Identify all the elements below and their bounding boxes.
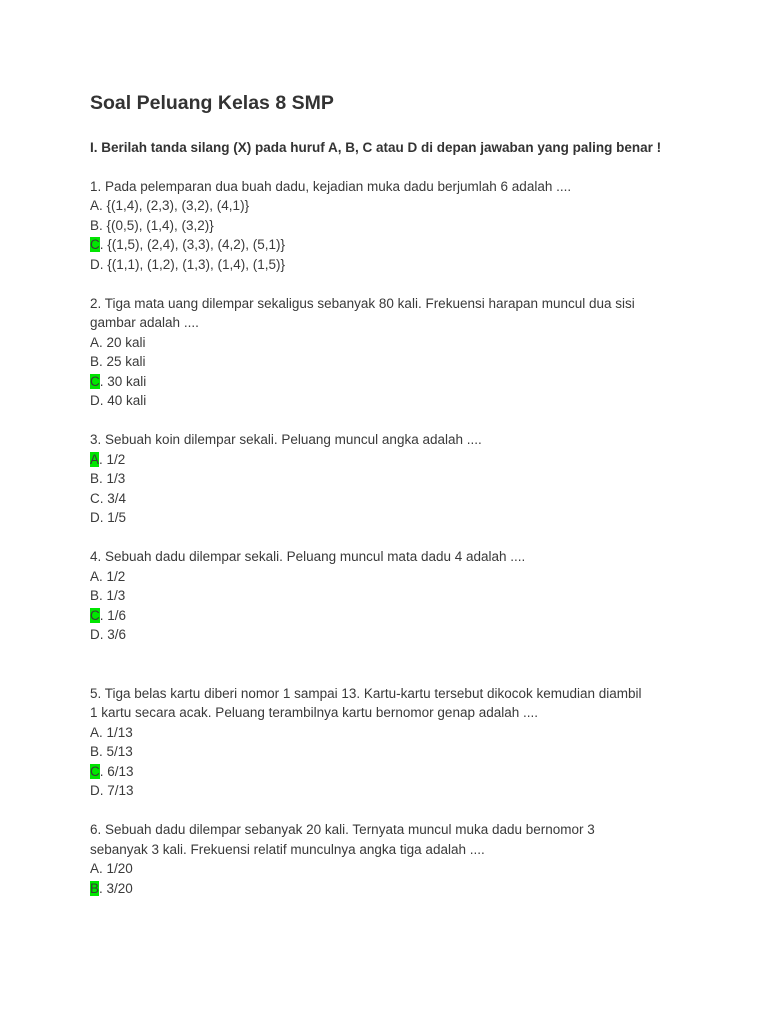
option-a bbox=[90, 859, 690, 879]
question-text: 4. Sebuah dadu dilempar sekali. Peluang muncul mata dadu 4 adalah .... bbox=[90, 549, 526, 564]
option-text: . 5/13 bbox=[99, 744, 133, 759]
option-letter: B bbox=[90, 471, 100, 486]
option-text: . {(1,1), (1,2), (1,3), (1,4), (1,5)} bbox=[99, 256, 286, 272]
answer-highlight-letter: C bbox=[90, 607, 100, 623]
option-text: . 7/13 bbox=[99, 783, 134, 798]
option-text: . 1/3 bbox=[99, 471, 126, 486]
option-d bbox=[90, 781, 690, 801]
question-3 bbox=[90, 430, 690, 528]
answer-highlight-letter: C bbox=[90, 373, 100, 389]
option-b bbox=[90, 742, 690, 762]
option-b bbox=[90, 879, 690, 899]
option-b bbox=[90, 469, 690, 489]
answer-highlight-letter: B bbox=[90, 880, 100, 896]
option-b bbox=[90, 352, 690, 372]
option-letter: A bbox=[90, 198, 100, 213]
question-2 bbox=[90, 294, 690, 411]
option-a bbox=[90, 723, 690, 743]
option-b bbox=[90, 216, 690, 236]
option-b bbox=[90, 586, 690, 606]
option-text: . 25 kali bbox=[99, 354, 146, 369]
question-5 bbox=[90, 684, 690, 801]
question-4 bbox=[90, 547, 690, 645]
answer-highlight-letter: C bbox=[90, 237, 100, 252]
option-text: . {(1,4), (2,3), (3,2), (4,1)} bbox=[99, 198, 250, 213]
page-title: Soal Peluang Kelas 8 SMP bbox=[90, 92, 334, 114]
option-text: . 3/6 bbox=[99, 627, 127, 642]
option-d bbox=[90, 391, 690, 411]
question-text: 6. Sebuah dadu dilempar sebanyak 20 kali. Ternyata muncul muka dadu bernomor 3 sebanyak 3 kali. Frekuensi relatif munculnya angka tiga adalah .... bbox=[90, 822, 595, 857]
option-text: . 1/5 bbox=[99, 510, 127, 525]
option-text: . {(1,5), (2,4), (3,3), (4,2), (5,1)} bbox=[99, 237, 286, 252]
question-text: 2. Tiga mata uang dilempar sekaligus sebanyak 80 kali. Frekuensi harapan muncul dua sisi gambar adalah .... bbox=[90, 295, 635, 330]
option-letter: A bbox=[90, 334, 100, 350]
instruction-text: I. Berilah tanda silang (X) pada huruf A, B, C atau D di depan jawaban yang paling benar ! bbox=[90, 140, 662, 155]
option-c bbox=[90, 762, 690, 782]
option-text: . 1/2 bbox=[99, 568, 126, 584]
option-letter: D bbox=[90, 393, 100, 408]
question-1 bbox=[90, 177, 690, 275]
option-text: . 1/6 bbox=[99, 607, 127, 623]
option-text: . {(0,5), (1,4), (3,2)} bbox=[99, 217, 214, 233]
option-c bbox=[90, 235, 690, 255]
option-text: . 40 kali bbox=[99, 393, 147, 408]
answer-highlight-letter: C bbox=[90, 763, 100, 779]
option-letter: D bbox=[90, 256, 100, 272]
option-text: . 3/20 bbox=[99, 880, 133, 896]
option-letter: B bbox=[90, 744, 100, 759]
option-a bbox=[90, 450, 690, 470]
question-6 bbox=[90, 820, 690, 898]
option-letter: A bbox=[90, 724, 100, 740]
option-letter: C bbox=[90, 490, 100, 506]
option-d bbox=[90, 508, 690, 528]
option-a bbox=[90, 196, 690, 216]
option-letter: D bbox=[90, 510, 100, 525]
option-text: . 1/3 bbox=[99, 588, 126, 603]
option-letter: B bbox=[90, 217, 100, 233]
option-text: . 1/2 bbox=[99, 451, 126, 467]
option-d bbox=[90, 255, 690, 275]
option-letter: A bbox=[90, 568, 100, 584]
option-letter: D bbox=[90, 627, 100, 642]
option-letter: A bbox=[90, 861, 100, 876]
option-letter: D bbox=[90, 783, 100, 798]
question-list bbox=[90, 177, 690, 899]
option-text: . 1/20 bbox=[99, 861, 133, 876]
question-text: 3. Sebuah koin dilempar sekali. Peluang muncul angka adalah .... bbox=[90, 432, 482, 447]
option-a bbox=[90, 333, 690, 353]
option-a bbox=[90, 567, 690, 587]
option-c bbox=[90, 606, 690, 626]
option-letter: B bbox=[90, 588, 100, 603]
option-d bbox=[90, 625, 690, 645]
option-c bbox=[90, 489, 690, 509]
option-text: . 6/13 bbox=[99, 763, 134, 779]
option-c bbox=[90, 372, 690, 392]
option-text: . 20 kali bbox=[99, 334, 146, 350]
option-text: . 30 kali bbox=[99, 373, 147, 389]
document-page bbox=[90, 88, 690, 918]
option-letter: B bbox=[90, 354, 100, 369]
answer-highlight-letter: A bbox=[90, 451, 100, 467]
question-text: 1. Pada pelemparan dua buah dadu, kejadian muka dadu berjumlah 6 adalah .... bbox=[90, 178, 572, 194]
option-text: . 3/4 bbox=[99, 490, 127, 506]
question-text: 5. Tiga belas kartu diberi nomor 1 sampai 13. Kartu-kartu tersebut dikocok kemudian diambil 1 kartu secara acak. Peluang terambilnya kartu bernomor genap adalah .... bbox=[90, 685, 642, 720]
option-text: . 1/13 bbox=[99, 724, 133, 740]
